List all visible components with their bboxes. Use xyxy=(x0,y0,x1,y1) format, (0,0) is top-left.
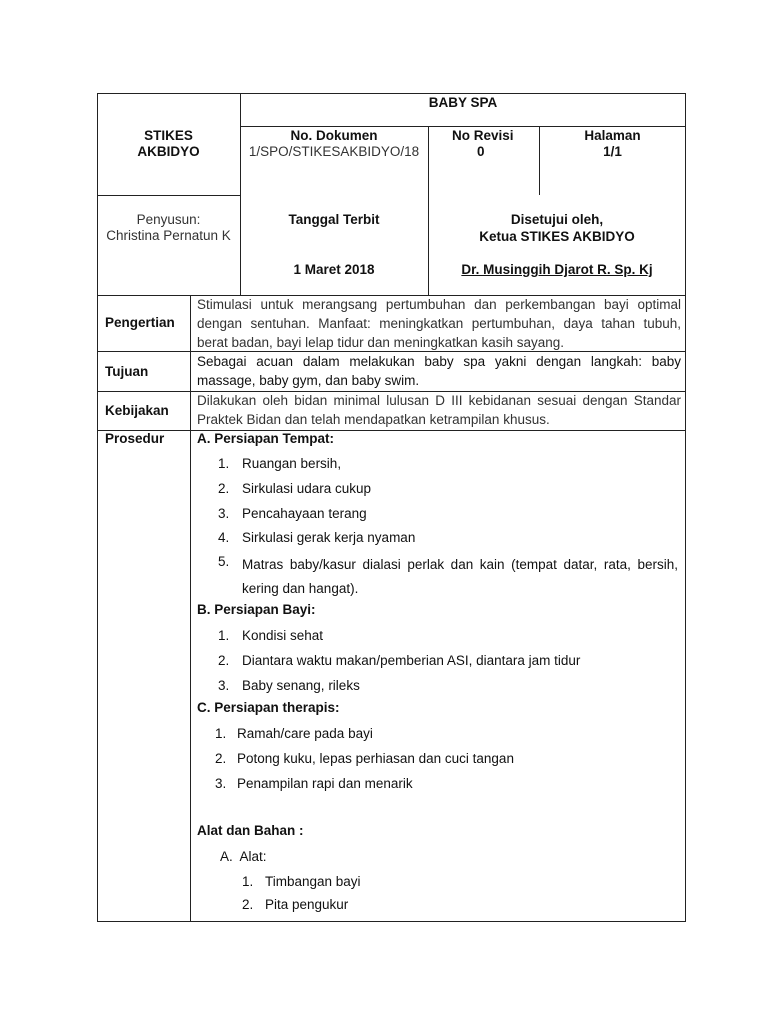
approver-role: Ketua STIKES AKBIDYO xyxy=(479,229,635,244)
author-name: Christina Pernatun K xyxy=(106,228,231,243)
alat-subheading: A. Alat: xyxy=(220,849,267,864)
persiapan-bayi-heading: B. Persiapan Bayi: xyxy=(197,602,316,617)
persiapan-tempat-heading: A. Persiapan Tempat: xyxy=(197,431,335,446)
alat-bahan-heading: Alat dan Bahan : xyxy=(197,823,304,838)
pengertian-text: Stimulasi untuk merangsang pertumbuhan dan perkembangan bayi optimal dengan sentuhan. Manfaat: meningkatkan pertumbuhan, daya tahan tubuh, berat badan, bayi lelap tidur dan meningkatkan kasih sayang. xyxy=(197,297,681,350)
list-item-text: Matras baby/kasur dialasi perlak dan kain (tempat datar, rata, bersih, kering dan hangat). xyxy=(242,557,678,596)
prosedur-label: Prosedur xyxy=(105,431,165,446)
doc-number-label: No. Dokumen xyxy=(290,128,378,143)
revision-label: No Revisi xyxy=(452,128,514,143)
tujuan-label: Tujuan xyxy=(105,364,149,379)
institution-name: STIKES AKBIDYO xyxy=(137,128,200,159)
kebijakan-text: Dilakukan oleh bidan minimal lulusan D III kebidanan sesuai dengan Standar Praktek Bidan dan telah mendapatkan ketrampilan khusus. xyxy=(197,393,681,427)
doc-number-value: 1/SPO/STIKESAKBIDYO/18 xyxy=(248,144,420,159)
kebijakan-label: Kebijakan xyxy=(105,403,169,418)
revision-value: 0 xyxy=(477,144,485,159)
pengertian-label: Pengertian xyxy=(105,315,175,330)
approver-name: Dr. Musinggih Djarot R. Sp. Kj xyxy=(461,262,653,277)
tujuan-text: Sebagai acuan dalam melakukan baby spa yakni dengan langkah: baby massage, baby gym, dan baby swim. xyxy=(197,354,681,388)
document-title: BABY SPA xyxy=(428,95,498,110)
issue-date: 1 Maret 2018 xyxy=(293,262,375,277)
persiapan-therapis-heading: C. Persiapan therapis: xyxy=(197,700,340,715)
issue-date-label: Tanggal Terbit xyxy=(288,212,380,227)
approved-label: Disetujui oleh, xyxy=(510,212,604,227)
page-value: 1/1 xyxy=(603,144,622,159)
page-label: Halaman xyxy=(584,128,641,143)
author-label: Penyusun: xyxy=(136,212,201,227)
